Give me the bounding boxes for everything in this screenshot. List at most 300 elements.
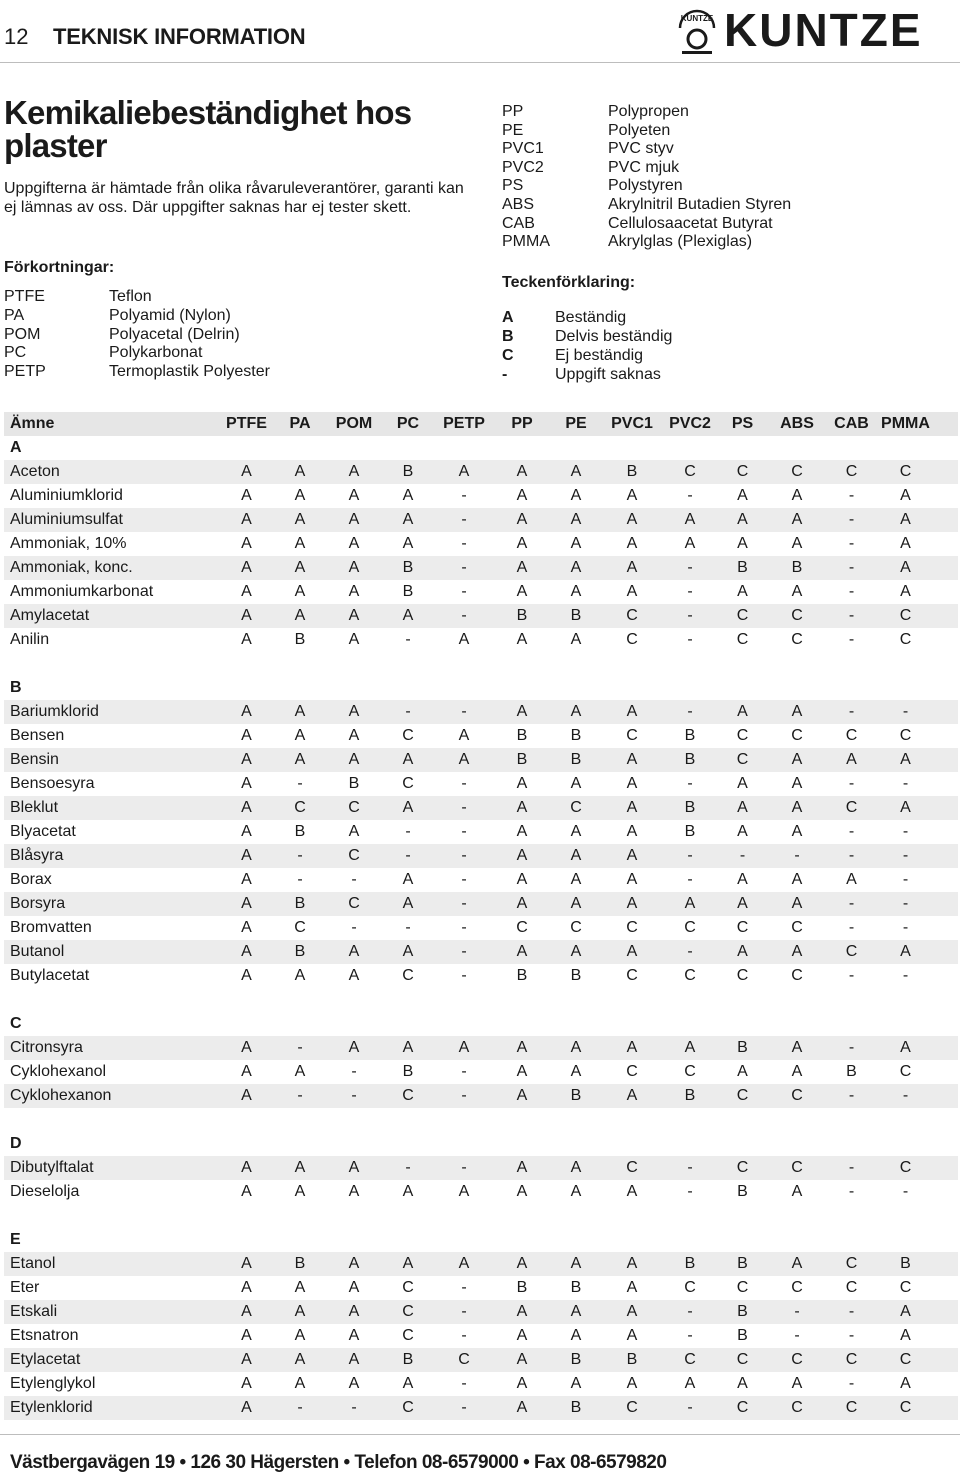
rating-cell: A xyxy=(458,727,470,744)
abbreviation-item-code: PC xyxy=(4,344,27,362)
rating-cell: A xyxy=(294,1159,306,1176)
rating-cell: C xyxy=(684,1279,696,1296)
rating-cell: C xyxy=(845,1279,858,1296)
rating-cell: C xyxy=(348,847,360,864)
abbreviation-item-text: Polypropen xyxy=(608,103,689,120)
section-letter-row xyxy=(4,436,958,460)
rating-cell: A xyxy=(900,583,911,600)
rating-cell: C xyxy=(626,607,638,624)
legend-item xyxy=(502,309,672,328)
table-row xyxy=(4,820,958,844)
rating-cell: C xyxy=(570,919,582,936)
rating-cell: C xyxy=(736,967,749,984)
rating-cell: A xyxy=(791,1255,803,1272)
rating-cell: A xyxy=(348,1279,360,1296)
rating-cell: A xyxy=(737,871,748,888)
table-row xyxy=(4,844,958,868)
rating-cell: A xyxy=(791,895,803,912)
rating-cell: A xyxy=(570,511,582,528)
rating-cell: - xyxy=(405,1159,411,1176)
rating-cell: - xyxy=(461,775,467,792)
rating-cell: A xyxy=(241,775,252,792)
rating-cell: - xyxy=(848,823,855,840)
column-header-petp: PETP xyxy=(443,415,485,432)
table-row xyxy=(4,796,958,820)
rating-cell: A xyxy=(348,583,360,600)
rating-cell: A xyxy=(241,1063,252,1080)
rating-cell: A xyxy=(684,511,696,528)
substance-name: Butylacetat xyxy=(10,967,90,984)
rating-cell: A xyxy=(348,943,360,960)
rating-cell: A xyxy=(348,823,360,840)
table-row xyxy=(4,628,958,652)
column-header-ptfe: PTFE xyxy=(226,415,267,432)
rating-cell: - xyxy=(461,895,467,912)
rating-cell: A xyxy=(626,535,638,552)
rating-cell: A xyxy=(241,1327,252,1344)
rating-cell: B xyxy=(684,1255,696,1272)
section-letter: C xyxy=(10,1015,22,1032)
substance-name: Amylacetat xyxy=(10,607,90,624)
rating-cell: A xyxy=(737,703,748,720)
rating-cell: C xyxy=(845,1399,858,1416)
section-letter-row xyxy=(4,676,958,700)
rating-cell: A xyxy=(241,919,252,936)
column-header-substance: Ämne xyxy=(10,415,55,432)
rating-cell: A xyxy=(570,1255,582,1272)
substance-name: Borsyra xyxy=(10,895,66,912)
legend-heading: Teckenförklaring: xyxy=(502,274,636,291)
rating-cell: C xyxy=(845,799,858,816)
rating-cell: B xyxy=(737,559,748,576)
header-divider xyxy=(0,62,960,63)
page-title: Kemikaliebeständighet hos plaster xyxy=(4,94,412,164)
rating-cell: A xyxy=(348,1255,360,1272)
rating-cell: B xyxy=(402,559,414,576)
rating-cell: - xyxy=(405,823,411,840)
table-row xyxy=(4,1396,958,1420)
table-header-row xyxy=(4,412,958,436)
rating-cell: - xyxy=(687,1159,693,1176)
rating-cell: A xyxy=(737,895,748,912)
abbreviation-item-text: Akrylnitril Butadien Styren xyxy=(608,195,792,213)
rating-cell: - xyxy=(687,1327,693,1344)
rating-cell: - xyxy=(687,607,693,624)
abbreviation-item-code: PTFE xyxy=(4,288,45,305)
rating-cell: C xyxy=(791,607,803,624)
rating-cell: A xyxy=(294,1063,306,1080)
rating-cell: A xyxy=(791,703,803,720)
substance-name: Cyklohexanol xyxy=(10,1063,107,1080)
rating-cell: A xyxy=(348,463,360,480)
rating-cell: - xyxy=(461,487,467,504)
rating-cell: C xyxy=(845,727,858,744)
rating-cell: B xyxy=(684,751,696,768)
table-row xyxy=(4,484,958,508)
column-header-cab: CAB xyxy=(834,415,869,432)
rating-cell: A xyxy=(241,751,252,768)
rating-cell: A xyxy=(241,967,252,984)
section-letter-row xyxy=(4,1132,958,1156)
rating-cell: C xyxy=(791,727,803,744)
rating-cell: - xyxy=(848,511,855,528)
rating-cell: A xyxy=(241,1375,252,1392)
rating-cell: - xyxy=(848,607,855,624)
rating-cell: - xyxy=(687,1303,693,1320)
rating-cell: C xyxy=(684,1063,696,1080)
rating-cell: - xyxy=(461,847,467,864)
rating-cell: B xyxy=(516,727,528,744)
rating-cell: C xyxy=(294,799,306,816)
rating-cell: - xyxy=(461,607,467,624)
rating-cell: C xyxy=(626,1063,638,1080)
rating-cell: - xyxy=(687,775,693,792)
substance-name: Etylenklorid xyxy=(10,1399,93,1416)
rating-cell: A xyxy=(348,751,360,768)
rating-cell: A xyxy=(402,1039,414,1056)
rating-cell: B xyxy=(294,823,306,840)
rating-cell: A xyxy=(294,1303,306,1320)
rating-cell: A xyxy=(570,559,582,576)
abbreviation-item xyxy=(502,177,791,196)
rating-cell: A xyxy=(241,703,252,720)
section-spacer xyxy=(4,652,958,676)
column-header-pe: PE xyxy=(565,415,587,432)
column-header-abs: ABS xyxy=(780,415,814,432)
table-row xyxy=(4,1036,958,1060)
rating-cell: A xyxy=(900,751,911,768)
rating-cell: - xyxy=(405,631,411,648)
rating-cell: A xyxy=(791,751,803,768)
rating-cell: A xyxy=(900,1303,911,1320)
rating-cell: A xyxy=(791,775,803,792)
table-row xyxy=(4,508,958,532)
rating-cell: A xyxy=(626,799,638,816)
legend-item-code: C xyxy=(502,346,514,364)
rating-cell: - xyxy=(848,1327,855,1344)
rating-cell: C xyxy=(899,1063,912,1080)
rating-cell: - xyxy=(848,1183,855,1200)
rating-cell: A xyxy=(241,463,252,480)
rating-cell: B xyxy=(737,1183,748,1200)
rating-cell: C xyxy=(402,1087,414,1104)
section-spacer xyxy=(4,1204,958,1228)
rating-cell: A xyxy=(348,1039,360,1056)
section-letter: B xyxy=(10,679,22,696)
rating-cell: B xyxy=(737,1303,748,1320)
rating-cell: A xyxy=(402,895,414,912)
substance-name: Citronsyra xyxy=(10,1039,83,1056)
rating-cell: - xyxy=(351,1063,357,1080)
substance-name: Anilin xyxy=(10,631,50,648)
rating-cell: C xyxy=(626,1159,638,1176)
rating-cell: A xyxy=(626,895,638,912)
table-row xyxy=(4,1252,958,1276)
rating-cell: - xyxy=(297,1087,303,1104)
table-row xyxy=(4,1084,958,1108)
table-row xyxy=(4,1060,958,1084)
rating-cell: C xyxy=(791,919,803,936)
rating-cell: A xyxy=(516,703,528,720)
legend-item-text: Uppgift saknas xyxy=(555,365,661,383)
rating-cell: A xyxy=(516,1375,528,1392)
substance-name: Ammoniak, 10% xyxy=(10,535,127,552)
abbreviation-item xyxy=(502,103,791,122)
rating-cell: A xyxy=(348,1159,360,1176)
column-header-pmma: PMMA xyxy=(881,415,930,432)
rating-cell: A xyxy=(900,799,911,816)
rating-cell: B xyxy=(516,751,528,768)
rating-cell: A xyxy=(348,1351,360,1368)
rating-cell: A xyxy=(846,751,857,768)
rating-cell: - xyxy=(848,1159,855,1176)
abbreviation-item xyxy=(4,344,270,363)
rating-cell: - xyxy=(794,1327,800,1344)
rating-cell: A xyxy=(570,775,582,792)
rating-cell: - xyxy=(351,919,357,936)
intro-text: Uppgifterna är hämtade från olika råvaruleverantörer, garanti kan ej lämnas av oss. Där uppgifter saknas har ej tester skett. xyxy=(4,180,464,216)
rating-cell: A xyxy=(402,871,414,888)
footer-contact: Västbergavägen 19 • 126 30 Hägersten • Telefon 08-6579000 • Fax 08-6579820 xyxy=(10,1452,667,1473)
substance-name: Cyklohexanon xyxy=(10,1087,112,1104)
rating-cell: B xyxy=(294,1255,306,1272)
rating-cell: A xyxy=(458,1183,470,1200)
rating-cell: - xyxy=(461,1303,467,1320)
rating-cell: A xyxy=(626,847,638,864)
rating-cell: A xyxy=(626,1279,638,1296)
rating-cell: A xyxy=(241,1303,252,1320)
rating-cell: C xyxy=(845,1255,858,1272)
abbreviation-item-code: POM xyxy=(4,325,41,343)
rating-cell: A xyxy=(570,847,582,864)
rating-cell: C xyxy=(402,1327,414,1344)
rating-cell: A xyxy=(294,487,306,504)
rating-cell: - xyxy=(848,775,855,792)
rating-cell: A xyxy=(626,559,638,576)
abbreviation-item-text: Akrylglas (Plexiglas) xyxy=(608,233,753,251)
abbreviation-item-code: PP xyxy=(502,103,524,120)
rating-cell: A xyxy=(294,727,306,744)
substance-name: Etylenglykol xyxy=(10,1375,96,1392)
rating-cell: A xyxy=(791,511,803,528)
rating-cell: A xyxy=(626,1327,638,1344)
rating-cell: A xyxy=(737,1375,748,1392)
abbreviation-item-text: Cellulosaacetat Butyrat xyxy=(608,214,773,232)
abbreviation-item-text: Polyamid (Nylon) xyxy=(109,306,231,324)
rating-cell: - xyxy=(848,967,855,984)
rating-cell: C xyxy=(791,1159,803,1176)
rating-cell: C xyxy=(736,751,749,768)
abbreviation-item-code: PMMA xyxy=(502,233,550,251)
rating-cell: C xyxy=(626,919,638,936)
abbreviation-item-text: PVC mjuk xyxy=(608,158,680,176)
rating-cell: A xyxy=(516,511,528,528)
rating-cell: C xyxy=(736,1087,749,1104)
rating-cell: - xyxy=(687,871,693,888)
rating-cell: A xyxy=(241,799,252,816)
column-header-pa: PA xyxy=(289,415,311,432)
rating-cell: C xyxy=(736,919,749,936)
rating-cell: A xyxy=(570,943,582,960)
rating-cell: - xyxy=(848,919,855,936)
rating-cell: C xyxy=(736,607,749,624)
abbreviations-list-right xyxy=(502,103,791,252)
rating-cell: - xyxy=(687,631,693,648)
rating-cell: - xyxy=(461,1399,467,1416)
rating-cell: C xyxy=(791,1279,803,1296)
rating-cell: A xyxy=(626,511,638,528)
rating-cell: B xyxy=(570,1279,582,1296)
rating-cell: C xyxy=(570,799,582,816)
rating-cell: - xyxy=(351,871,357,888)
rating-cell: B xyxy=(846,1063,857,1080)
rating-cell: - xyxy=(902,1087,909,1104)
substance-name: Blåsyra xyxy=(10,847,64,864)
abbreviation-item xyxy=(502,122,791,141)
rating-cell: A xyxy=(458,1039,470,1056)
column-header-pp: PP xyxy=(511,415,533,432)
substance-name: Aluminiumsulfat xyxy=(10,511,123,528)
legend-item xyxy=(502,328,672,347)
rating-cell: A xyxy=(516,535,528,552)
abbreviation-item-text: Teflon xyxy=(109,288,152,305)
rating-cell: A xyxy=(241,511,252,528)
abbreviation-item xyxy=(4,288,270,307)
rating-cell: A xyxy=(402,1375,414,1392)
rating-cell: C xyxy=(736,1279,749,1296)
table-row xyxy=(4,1324,958,1348)
rating-cell: A xyxy=(294,1375,306,1392)
rating-cell: C xyxy=(899,607,912,624)
substance-name: Ammoniak, konc. xyxy=(10,559,133,576)
substance-name: Bensen xyxy=(10,727,65,744)
abbreviation-item-text: PVC styv xyxy=(608,140,674,158)
rating-cell: - xyxy=(297,1039,303,1056)
rating-cell: A xyxy=(737,775,748,792)
table-row xyxy=(4,868,958,892)
rating-cell: C xyxy=(899,1399,912,1416)
rating-cell: - xyxy=(461,943,467,960)
abbreviation-item-text: Polystyren xyxy=(608,177,683,195)
substance-name: Butanol xyxy=(10,943,65,960)
rating-cell: - xyxy=(902,703,909,720)
rating-cell: - xyxy=(902,1183,909,1200)
rating-cell: A xyxy=(294,559,306,576)
substance-name: Bromvatten xyxy=(10,919,92,936)
rating-cell: A xyxy=(294,1279,306,1296)
rating-cell: A xyxy=(458,751,470,768)
rating-cell: A xyxy=(516,895,528,912)
rating-cell: A xyxy=(402,1255,414,1272)
rating-cell: A xyxy=(516,871,528,888)
rating-cell: C xyxy=(845,463,858,480)
rating-cell: C xyxy=(791,1351,803,1368)
legend-item-code: B xyxy=(502,327,514,345)
rating-cell: A xyxy=(402,799,414,816)
rating-cell: C xyxy=(736,463,749,480)
rating-cell: C xyxy=(736,1399,749,1416)
legend-item-text: Ej beständig xyxy=(555,346,644,364)
column-header-pc: PC xyxy=(396,415,420,432)
rating-cell: B xyxy=(626,463,638,480)
rating-cell: C xyxy=(402,1399,414,1416)
rating-cell: - xyxy=(902,871,909,888)
abbreviation-item xyxy=(4,363,270,382)
rating-cell: A xyxy=(348,487,360,504)
rating-cell: - xyxy=(848,1039,855,1056)
rating-cell: B xyxy=(684,1087,696,1104)
footer-divider xyxy=(0,1434,960,1435)
rating-cell: C xyxy=(899,463,912,480)
rating-cell: - xyxy=(351,1087,357,1104)
abbreviation-item-code: ABS xyxy=(502,195,535,213)
rating-cell: - xyxy=(902,919,909,936)
abbreviation-item-code: PVC1 xyxy=(502,140,544,158)
rating-cell: A xyxy=(241,1399,252,1416)
section-spacer xyxy=(4,1108,958,1132)
rating-cell: - xyxy=(848,847,855,864)
rating-cell: B xyxy=(684,823,696,840)
rating-cell: - xyxy=(461,703,467,720)
abbreviation-item xyxy=(502,159,791,178)
substance-name: Aceton xyxy=(10,463,60,480)
rating-cell: A xyxy=(900,1375,911,1392)
abbreviation-item xyxy=(502,215,791,234)
rating-cell: A xyxy=(516,1063,528,1080)
rating-cell: A xyxy=(348,1375,360,1392)
rating-cell: A xyxy=(900,511,911,528)
rating-cell: A xyxy=(900,1039,911,1056)
rating-cell: A xyxy=(570,487,582,504)
rating-cell: A xyxy=(402,535,414,552)
rating-cell: - xyxy=(687,583,693,600)
table-row xyxy=(4,700,958,724)
kuntze-logo-mark-icon xyxy=(672,6,722,56)
rating-cell: C xyxy=(791,463,803,480)
rating-cell: A xyxy=(900,559,911,576)
rating-cell: A xyxy=(241,1159,252,1176)
rating-cell: A xyxy=(791,583,803,600)
rating-cell: - xyxy=(461,535,467,552)
rating-cell: A xyxy=(241,1183,252,1200)
rating-cell: A xyxy=(791,823,803,840)
rating-cell: - xyxy=(687,1399,693,1416)
rating-cell: - xyxy=(902,967,909,984)
rating-cell: A xyxy=(241,847,252,864)
rating-cell: A xyxy=(737,583,748,600)
rating-cell: A xyxy=(348,631,360,648)
rating-cell: A xyxy=(570,463,582,480)
rating-cell: A xyxy=(626,1375,638,1392)
rating-cell: A xyxy=(570,535,582,552)
legend-list xyxy=(502,309,672,385)
rating-cell: A xyxy=(241,871,252,888)
rating-cell: A xyxy=(791,535,803,552)
rating-cell: - xyxy=(848,487,855,504)
rating-cell: B xyxy=(684,727,696,744)
rating-cell: A xyxy=(516,1183,528,1200)
rating-cell: C xyxy=(899,631,912,648)
rating-cell: A xyxy=(348,511,360,528)
rating-cell: A xyxy=(402,751,414,768)
rating-cell: B xyxy=(516,967,528,984)
table-row xyxy=(4,964,958,988)
rating-cell: B xyxy=(570,1087,582,1104)
rating-cell: A xyxy=(402,1183,414,1200)
rating-cell: A xyxy=(684,1039,696,1056)
rating-cell: B xyxy=(570,1399,582,1416)
rating-cell: B xyxy=(791,559,803,576)
